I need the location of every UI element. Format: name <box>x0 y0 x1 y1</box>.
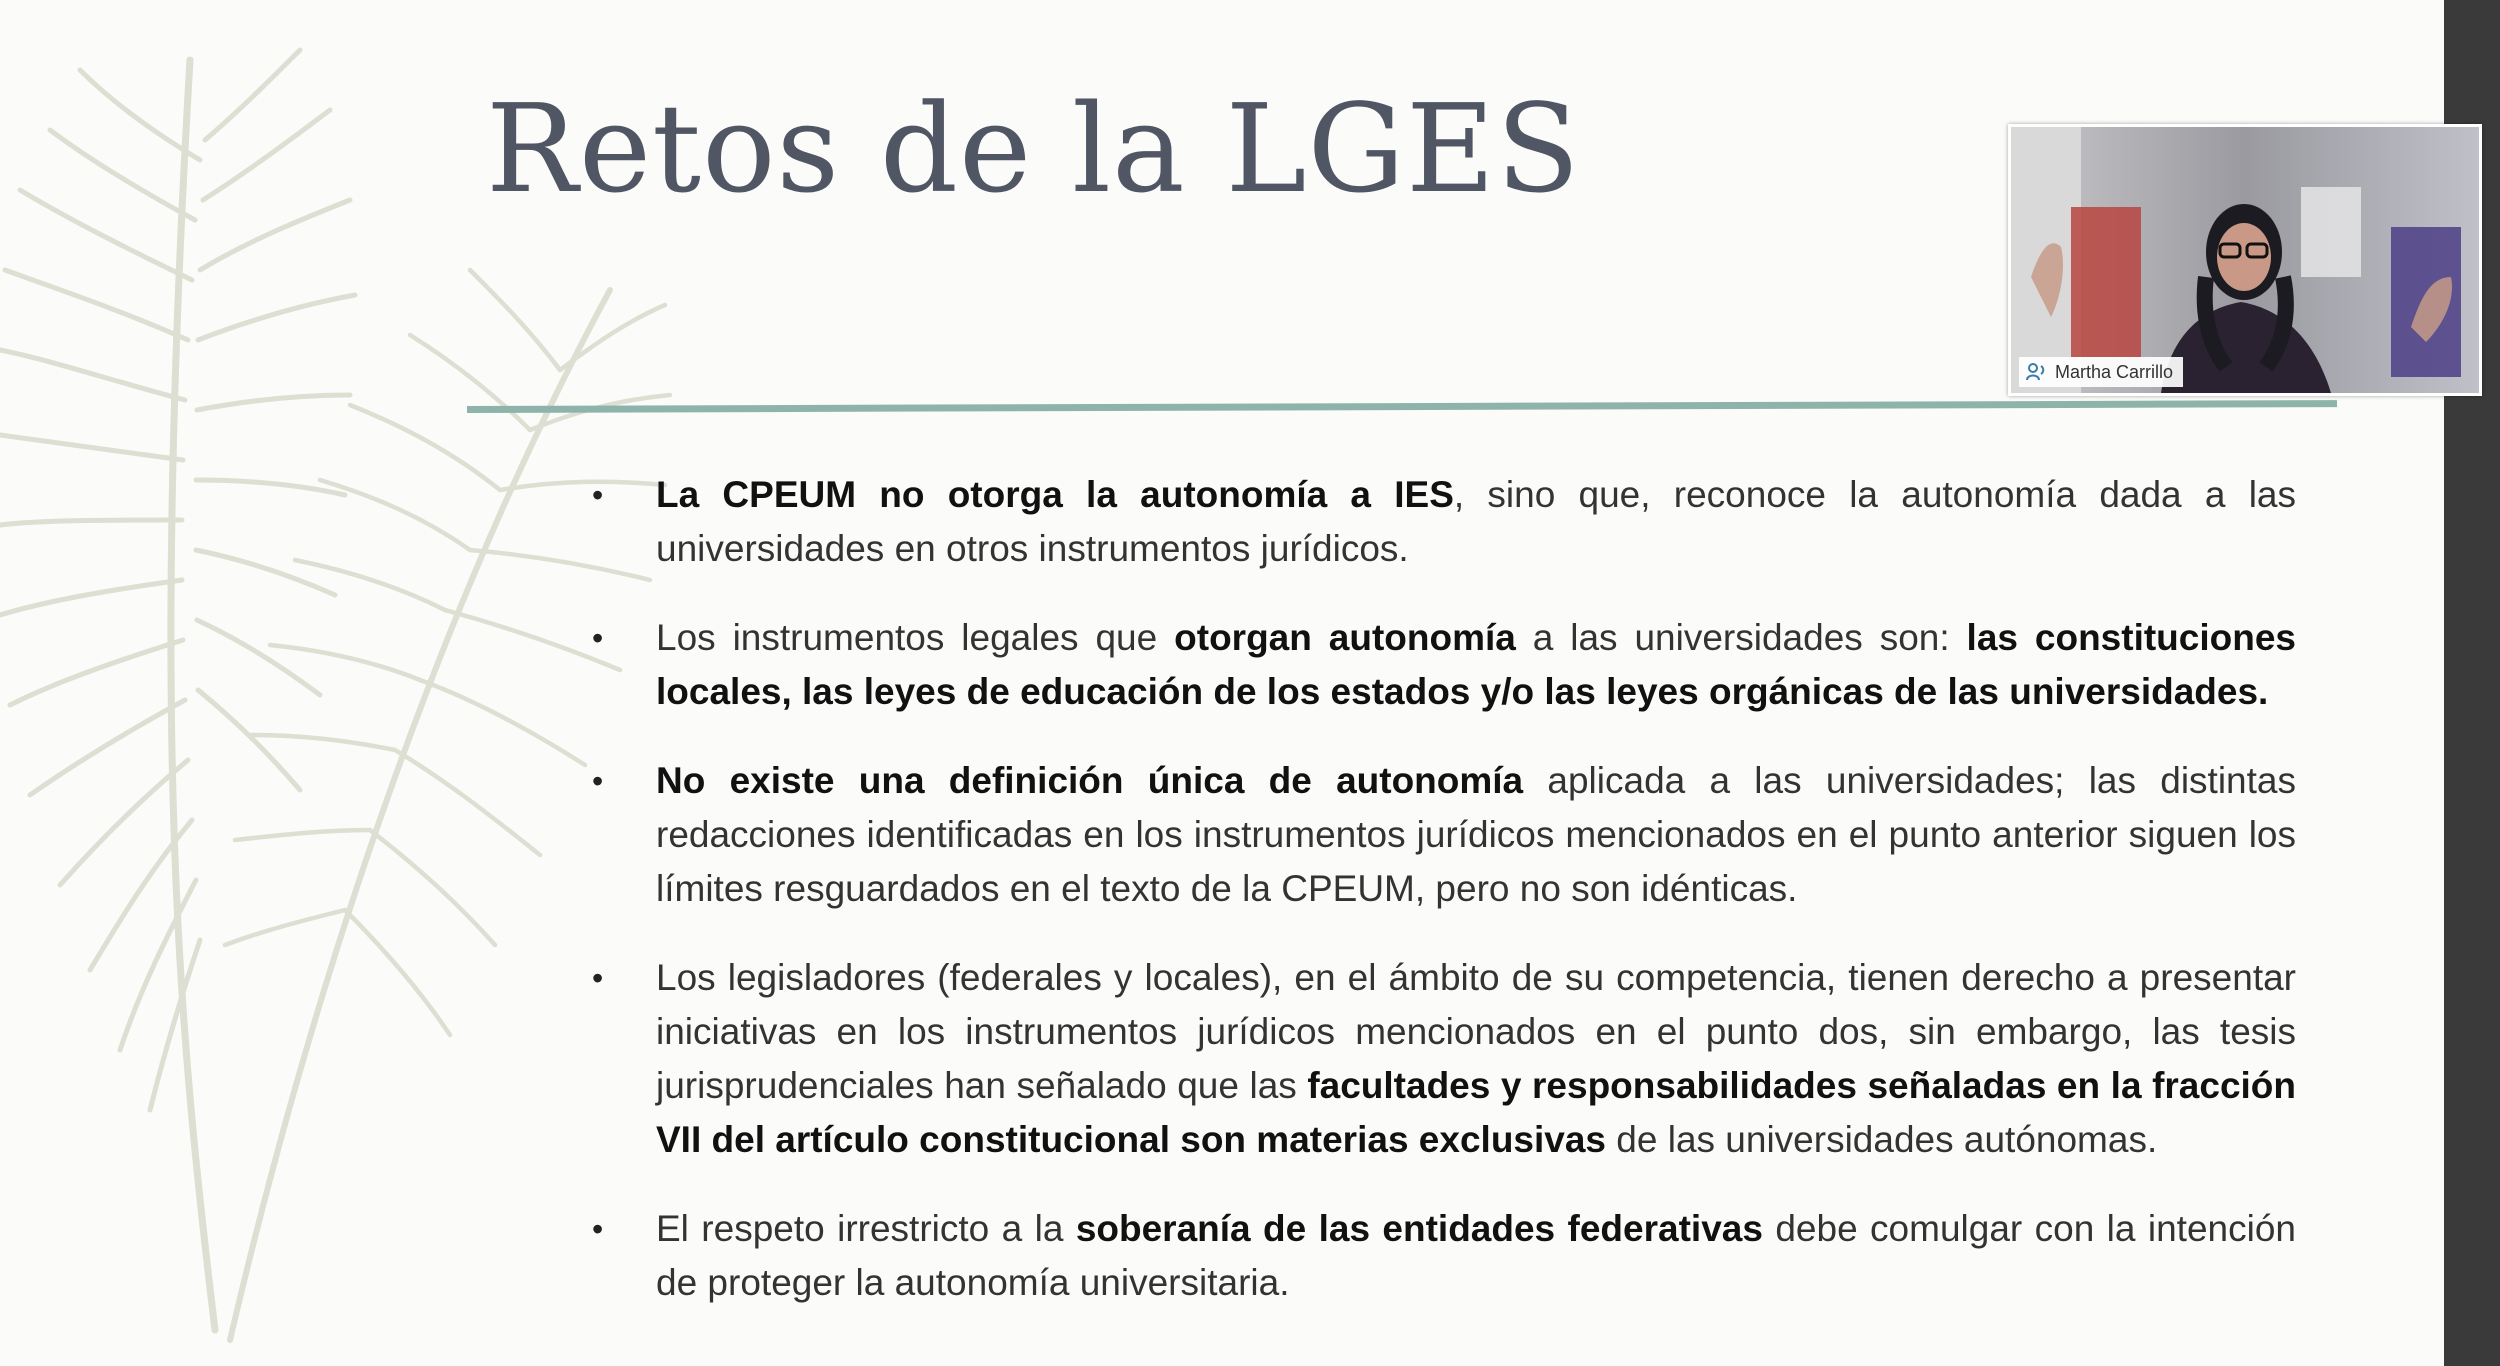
bullet-text: aplicada a las universidades; las distintas redacciones identificadas en los instrumentos jurídicos mencionados en el punto anterior siguen los límites resguardados en el texto de la CPEUM, pero no son idénticas. <box>656 760 2296 909</box>
participant-video-tile[interactable] <box>2008 124 2482 396</box>
bullet-text-bold: las constituciones locales, las leyes de educación de los estados y/o las leyes orgánicas de las universidades. <box>656 617 2296 712</box>
participant-name-tag <box>2019 357 2183 387</box>
participant-video <box>2011 127 2479 393</box>
speaking-icon <box>2025 361 2047 383</box>
bullet-text: El respeto irrestricto a la <box>656 1208 1076 1249</box>
bullet-dot: • <box>592 477 604 513</box>
title-divider <box>467 400 2337 413</box>
bullet-text: Los legisladores (federales y locales), en el ámbito de su competencia, tienen derecho a presentar iniciativas en los instrumentos jurídicos mencionados en el punto dos, sin embargo, las tesis jurisprudenciales han señalado que las <box>656 957 2296 1106</box>
bullet-text: a las universidades son: <box>1515 617 1967 658</box>
bullet-item-1 <box>590 468 2296 576</box>
bullet-list <box>590 468 2296 1345</box>
bullet-text-bold: No existe una definición única de autonomía <box>656 760 1524 801</box>
bullet-text-bold: otorgan autonomía <box>1174 617 1516 658</box>
bullet-item-3 <box>590 754 2296 916</box>
bullet-text-bold: facultades y responsabilidades señaladas en la fracción VII del artículo constitucional son materias exclusivas <box>656 1065 2296 1160</box>
slide-title: Retos de la LGES <box>486 78 1581 220</box>
bullet-dot: • <box>592 763 604 799</box>
bullet-text: debe comulgar con la intención de proteger la autonomía universitaria. <box>656 1208 2296 1303</box>
bullet-text: de las universidades autónomas. <box>1606 1119 2158 1160</box>
feather-decoration <box>0 40 680 1366</box>
bullet-item-4 <box>590 951 2296 1167</box>
bullet-dot: • <box>592 1211 604 1247</box>
participant-name: Martha Carrillo <box>2055 361 2174 382</box>
bullet-text: Los instrumentos legales que <box>656 617 1175 658</box>
bullet-item-2 <box>590 611 2296 719</box>
bullet-dot: • <box>592 620 604 656</box>
bullet-item-5 <box>590 1202 2296 1310</box>
bullet-text: , sino que, reconoce la autonomía dada a las universidades en otros instrumentos jurídicos. <box>656 474 2296 569</box>
bullet-text-bold: soberanía de las entidades federativas <box>1075 1208 1763 1249</box>
bullet-text-bold: La CPEUM no otorga la autonomía a IES <box>656 474 1454 515</box>
bullet-dot: • <box>592 960 604 996</box>
